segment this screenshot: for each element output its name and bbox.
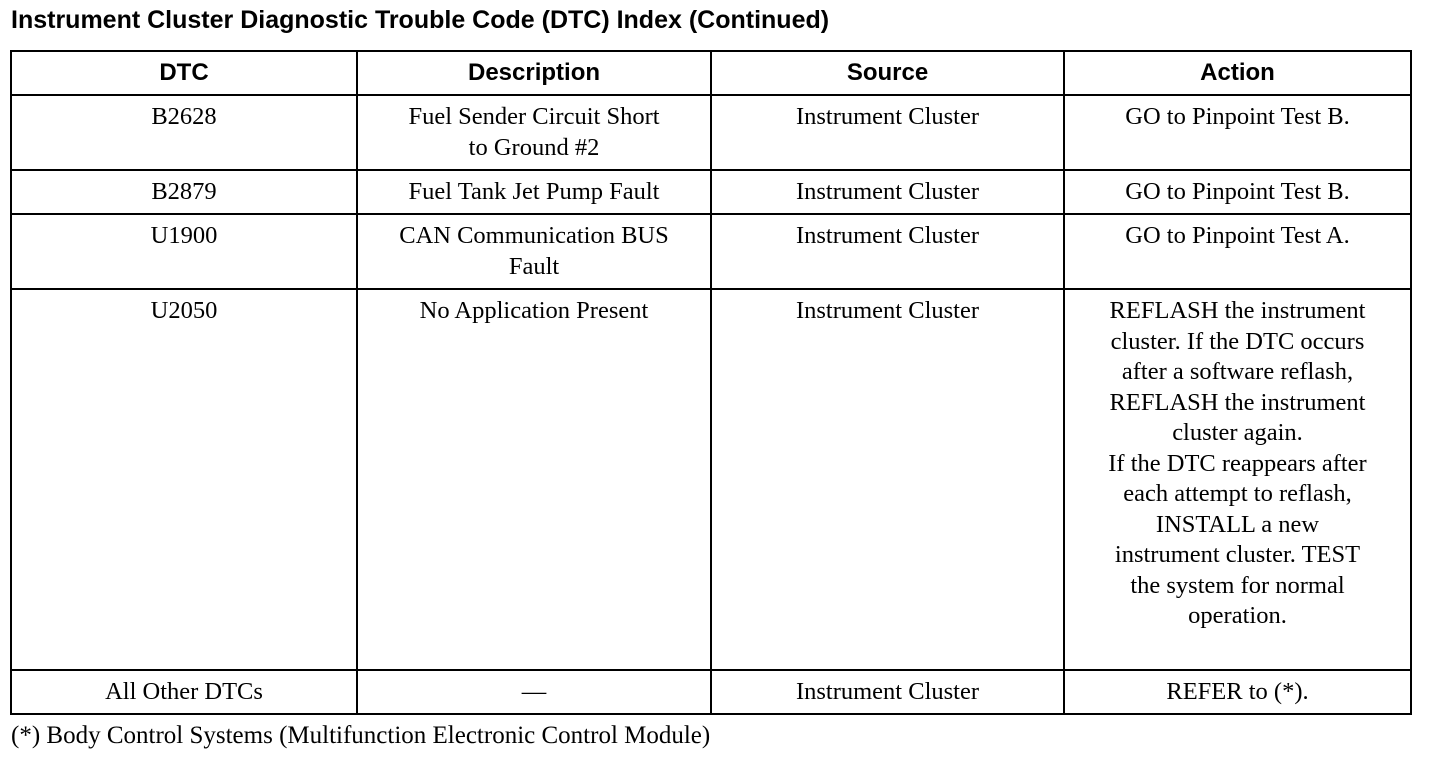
action-line: REFLASH the instrument	[1109, 297, 1366, 324]
dtc-cell: U2050	[11, 289, 357, 670]
action-line: after a software reflash,	[1121, 358, 1354, 385]
action-line: cluster again.	[1172, 419, 1303, 446]
action-line: the system for normal	[1130, 571, 1345, 599]
description-cell	[357, 214, 711, 289]
action-cell	[1064, 214, 1411, 289]
action-cell	[1064, 95, 1411, 170]
description-line: to Ground #2	[468, 133, 600, 161]
table-row	[11, 170, 1411, 214]
description-line: CAN Communication BUS	[399, 222, 669, 249]
source-cell: Instrument Cluster	[711, 170, 1064, 214]
description-line: Fuel Sender Circuit Short	[408, 103, 660, 130]
source-cell: Instrument Cluster	[711, 95, 1064, 170]
dtc-cell: All Other DTCs	[11, 670, 357, 714]
description-cell	[357, 670, 711, 714]
table-row	[11, 289, 1411, 670]
action-line: instrument cluster. TEST	[1114, 541, 1361, 568]
action-line: REFER to (*).	[1166, 678, 1309, 705]
source-cell: Instrument Cluster	[711, 214, 1064, 289]
description-cell	[357, 170, 711, 214]
dtc-cell: U1900	[11, 214, 357, 289]
source-cell: Instrument Cluster	[711, 289, 1064, 670]
action-line: If the DTC reappears after	[1108, 449, 1367, 477]
description-line: Fuel Tank Jet Pump Fault	[408, 178, 660, 205]
column-header-source: Source	[711, 51, 1064, 95]
action-cell	[1064, 670, 1411, 714]
dtc-cell: B2879	[11, 170, 357, 214]
column-header-description: Description	[357, 51, 711, 95]
action-cell	[1064, 289, 1411, 670]
action-line: each attempt to reflash,	[1123, 480, 1352, 507]
source-cell: Instrument Cluster	[711, 670, 1064, 714]
column-header-action: Action	[1064, 51, 1411, 95]
column-header-dtc: DTC	[11, 51, 357, 95]
action-line: INSTALL a new	[1155, 510, 1320, 538]
action-line: GO to Pinpoint Test A.	[1125, 222, 1350, 249]
table-row	[11, 95, 1411, 170]
action-line: GO to Pinpoint Test B.	[1125, 103, 1350, 130]
action-line: cluster. If the DTC occurs	[1110, 327, 1365, 355]
action-line: operation.	[1188, 602, 1287, 629]
description-line: Fault	[508, 252, 560, 280]
table-row	[11, 670, 1411, 714]
page-title: Instrument Cluster Diagnostic Trouble Code (DTC) Index (Continued)	[11, 6, 830, 34]
footnote: (*) Body Control Systems (Multifunction Electronic Control Module)	[11, 722, 711, 749]
description-line: —	[521, 678, 547, 705]
description-line: No Application Present	[419, 297, 649, 324]
dtc-index-table	[10, 50, 1412, 715]
table-header-row	[11, 51, 1411, 95]
action-line: REFLASH the instrument	[1109, 388, 1366, 416]
action-line: GO to Pinpoint Test B.	[1125, 178, 1350, 205]
description-cell	[357, 95, 711, 170]
action-cell	[1064, 170, 1411, 214]
table-row	[11, 214, 1411, 289]
description-cell	[357, 289, 711, 670]
dtc-cell: B2628	[11, 95, 357, 170]
